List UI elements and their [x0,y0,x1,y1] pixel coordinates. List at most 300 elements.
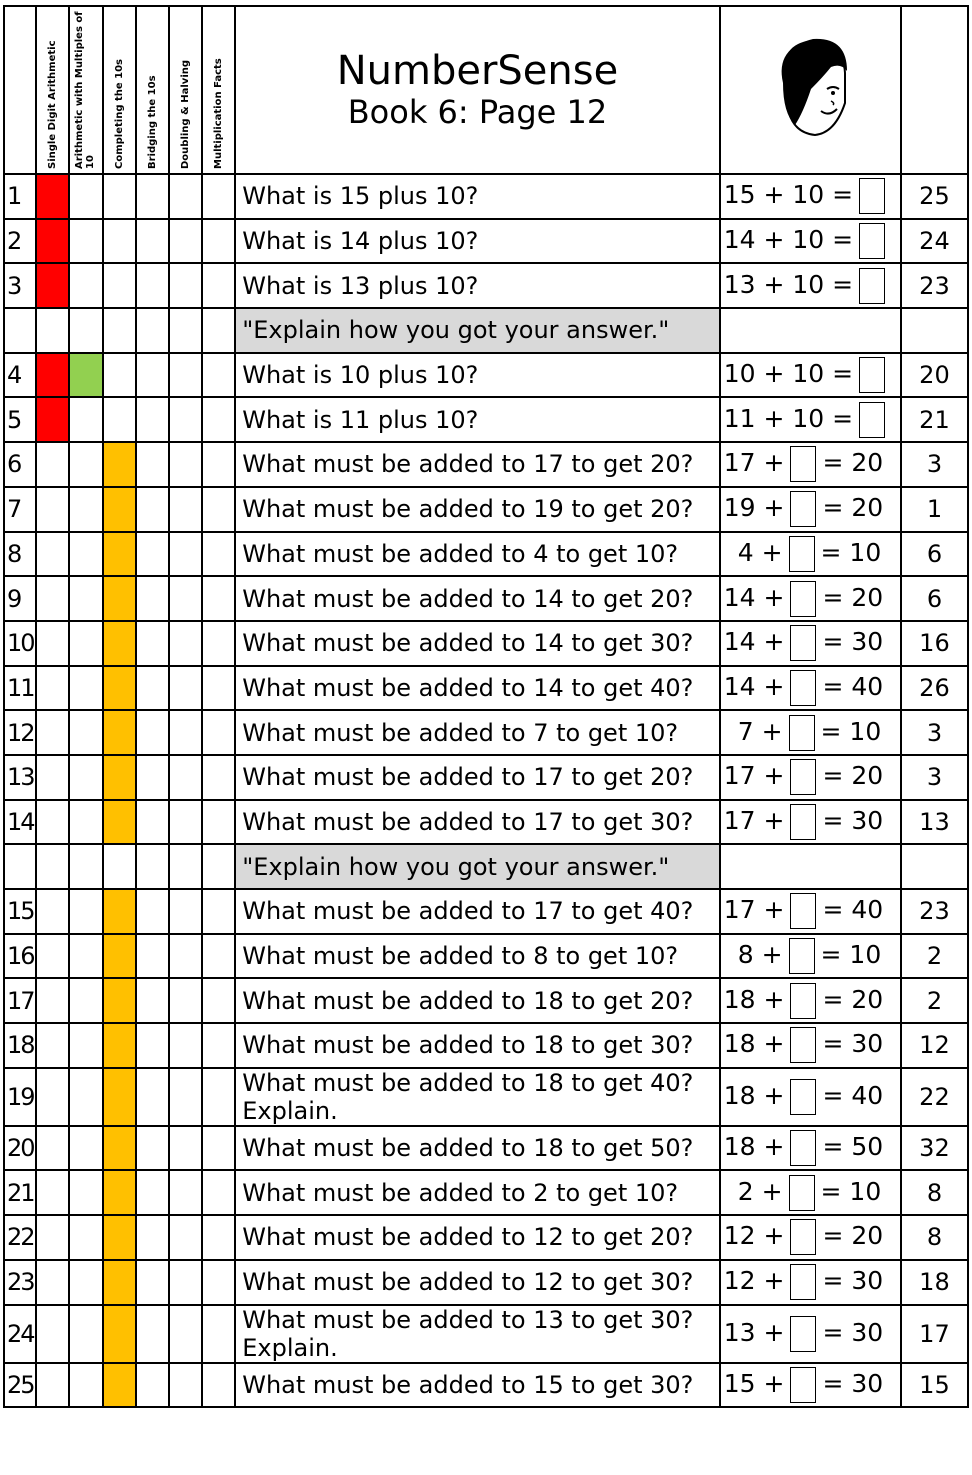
equation[interactable] [720,263,901,308]
category-marker [36,1068,69,1126]
question-row [4,1215,968,1260]
answer-value: 15 [901,1363,968,1408]
question-number: 5 [4,397,36,442]
question-text: What must be added to 18 to get 20? [235,978,720,1023]
category-marker [69,1126,103,1171]
category-marker [202,755,235,800]
category-marker [202,308,235,353]
category-marker [36,1305,69,1363]
category-marker [169,487,202,532]
answer-value: 26 [901,666,968,711]
answer-box[interactable] [790,491,816,527]
equation-left: 7 + [737,716,783,746]
category-marker [136,219,169,264]
answer-box[interactable] [789,1175,815,1211]
equation[interactable] [720,1068,901,1126]
question-text: What must be added to 14 to get 40? [235,666,720,711]
category-marker [103,934,136,979]
question-number: 4 [4,353,36,398]
question-text: What must be added to 17 to get 30? [235,800,720,845]
category-marker [103,800,136,845]
category-marker [202,1260,235,1305]
question-text: What must be added to 14 to get 20? [235,576,720,621]
question-text: What must be added to 18 to get 40? Explain. [235,1068,720,1126]
category-marker [136,1215,169,1260]
category-marker [69,1215,103,1260]
category-label: Arithmetic with Multiples of 10 [74,11,97,169]
category-marker [169,800,202,845]
question-number: 8 [4,532,36,577]
equation-right: = 30 [822,1368,884,1398]
question-number: 7 [4,487,36,532]
category-marker [202,1170,235,1215]
answer-value: 17 [901,1305,968,1363]
category-marker [169,710,202,755]
equation-right: = 20 [822,1221,884,1251]
question-row [4,576,968,621]
category-marker [202,800,235,845]
answer-box[interactable] [790,1316,816,1352]
equation-right: = 10 [820,1176,882,1206]
equation [720,308,901,353]
category-marker [69,755,103,800]
answer-box[interactable] [789,715,815,751]
category-marker [169,1068,202,1126]
answer-value: 18 [901,1260,968,1305]
question-number: 21 [4,1170,36,1215]
answer-box[interactable] [859,402,885,438]
category-marker [136,1170,169,1215]
question-row [4,621,968,666]
category-marker [169,1170,202,1215]
question-row [4,800,968,845]
question-row [4,1126,968,1171]
answer-value: 16 [901,621,968,666]
equation-right: = 40 [822,671,884,701]
equation-left: 19 + [723,493,785,523]
question-text: What must be added to 4 to get 10? [235,532,720,577]
category-marker [103,442,136,487]
equation[interactable] [720,397,901,442]
question-row [4,1305,968,1363]
answer-value: 8 [901,1215,968,1260]
equation-right: = 30 [822,1029,884,1059]
equation[interactable] [720,934,901,979]
answer-box[interactable] [790,893,816,929]
answer-value: 20 [901,353,968,398]
explain-row [4,844,968,889]
question-number: 22 [4,1215,36,1260]
question-number [4,308,36,353]
equation-left: 17 + [723,761,785,791]
category-marker [69,1023,103,1068]
question-row [4,934,968,979]
category-marker [69,621,103,666]
category-marker [202,1023,235,1068]
category-marker [136,1260,169,1305]
category-marker [103,889,136,934]
category-marker [36,844,69,889]
question-number [4,844,36,889]
category-marker [69,1363,103,1408]
question-number: 17 [4,978,36,1023]
question-row [4,978,968,1023]
category-marker [169,1023,202,1068]
answer-box[interactable] [790,1367,816,1403]
question-text: What must be added to 8 to get 10? [235,934,720,979]
category-marker [169,755,202,800]
equation[interactable] [720,889,901,934]
equation-right: = 10 [820,537,882,567]
category-marker [69,487,103,532]
question-number: 2 [4,219,36,264]
category-marker [136,1068,169,1126]
question-text: "Explain how you got your answer." [235,844,720,889]
equation-left: 2 + [737,1176,783,1206]
category-marker [36,621,69,666]
answer-box[interactable] [859,268,885,304]
category-marker [103,666,136,711]
question-text: What is 15 plus 10? [235,174,720,219]
category-marker [103,397,136,442]
equation-left: 14 + [723,582,785,612]
equation[interactable] [720,1126,901,1171]
answer-box[interactable] [790,625,816,661]
question-number: 14 [4,800,36,845]
category-marker [136,532,169,577]
answer-value: 2 [901,934,968,979]
answer-value: 2 [901,978,968,1023]
equation[interactable] [720,621,901,666]
category-marker [36,755,69,800]
question-number: 11 [4,666,36,711]
question-text: What must be added to 17 to get 20? [235,442,720,487]
category-marker [169,576,202,621]
equation[interactable] [720,1305,901,1363]
category-marker [36,934,69,979]
question-number: 10 [4,621,36,666]
equation-right: = 40 [822,1080,884,1110]
equation[interactable] [720,1363,901,1408]
category-marker [136,487,169,532]
equation-left: 14 + [723,671,785,701]
answer-value: 32 [901,1126,968,1171]
equation[interactable] [720,174,901,219]
category-marker [202,576,235,621]
category-marker [169,353,202,398]
equation-left: 18 + [723,1029,785,1059]
category-marker [202,1068,235,1126]
category-marker [169,1126,202,1171]
category-marker [169,978,202,1023]
question-row [4,1170,968,1215]
category-marker [36,353,69,398]
equation-left: 10 + 10 = [723,359,854,389]
answer-box[interactable] [790,1079,816,1115]
equation-right: = 20 [822,984,884,1014]
question-number: 9 [4,576,36,621]
answer-box[interactable] [789,938,815,974]
category-marker [69,1068,103,1126]
equation[interactable] [720,1170,901,1215]
question-number: 25 [4,1363,36,1408]
question-number: 18 [4,1023,36,1068]
worksheet-table [3,5,969,1408]
category-marker [202,263,235,308]
category-marker [169,397,202,442]
question-row [4,397,968,442]
equation-left: 12 + [723,1221,785,1251]
category-marker [36,1260,69,1305]
category-marker [202,889,235,934]
equation-right: = 40 [822,895,884,925]
category-marker [69,978,103,1023]
question-text: What is 10 plus 10? [235,353,720,398]
question-number: 23 [4,1260,36,1305]
page-title: NumberSense [336,48,619,94]
equation-left: 13 + 10 = [723,269,854,299]
equation[interactable] [720,1260,901,1305]
question-row [4,889,968,934]
category-label: Completing the 10s [114,59,126,169]
category-marker [69,263,103,308]
category-marker [36,397,69,442]
category-marker [103,219,136,264]
answer-value: 1 [901,487,968,532]
question-text: What must be added to 2 to get 10? [235,1170,720,1215]
category-marker [103,1068,136,1126]
page-subtitle: Book 6: Page 12 [347,93,608,131]
equation[interactable] [720,219,901,264]
equation-left: 12 + [723,1266,785,1296]
question-number: 24 [4,1305,36,1363]
category-marker [103,621,136,666]
category-marker [169,442,202,487]
equation[interactable] [720,442,901,487]
category-marker [36,1023,69,1068]
question-row [4,174,968,219]
answer-value: 21 [901,397,968,442]
question-text: What must be added to 17 to get 20? [235,755,720,800]
equation[interactable] [720,710,901,755]
answer-value: 8 [901,1170,968,1215]
equation[interactable] [720,532,901,577]
category-marker [202,1305,235,1363]
category-marker [69,174,103,219]
equation-left: 14 + [723,627,785,657]
category-marker [103,263,136,308]
category-marker [36,666,69,711]
answer-value: 23 [901,889,968,934]
category-marker [69,934,103,979]
category-marker [103,353,136,398]
category-marker [69,666,103,711]
equation[interactable] [720,755,901,800]
category-marker [169,889,202,934]
category-marker [136,978,169,1023]
equation-left: 8 + [737,940,783,970]
category-marker [202,844,235,889]
category-marker [136,755,169,800]
category-marker [169,621,202,666]
question-number: 16 [4,934,36,979]
equation[interactable] [720,1023,901,1068]
category-marker [103,1363,136,1408]
category-marker [103,174,136,219]
question-text: What must be added to 14 to get 30? [235,621,720,666]
category-marker [103,576,136,621]
category-marker [202,487,235,532]
answer-value: 23 [901,263,968,308]
answer-box[interactable] [790,983,816,1019]
question-text: What is 13 plus 10? [235,263,720,308]
category-marker [103,844,136,889]
equation-left: 17 + [723,805,785,835]
category-marker [169,934,202,979]
category-marker [169,1305,202,1363]
equation[interactable] [720,666,901,711]
answer-box[interactable] [859,178,885,214]
question-row [4,263,968,308]
category-marker [69,576,103,621]
category-marker [103,487,136,532]
category-marker [136,710,169,755]
question-row [4,755,968,800]
question-text: What must be added to 18 to get 30? [235,1023,720,1068]
category-marker [169,263,202,308]
category-marker [202,442,235,487]
answer-box[interactable] [790,759,816,795]
category-label: Bridging the 10s [147,75,159,169]
category-marker [169,308,202,353]
question-row [4,532,968,577]
question-row [4,1068,968,1126]
answer-box[interactable] [790,581,816,617]
explain-row [4,308,968,353]
answer-box[interactable] [790,446,816,482]
category-marker [103,308,136,353]
answer-box[interactable] [790,1219,816,1255]
equation-left: 13 + [723,1317,785,1347]
question-number: 19 [4,1068,36,1126]
equation-right: = 30 [822,1266,884,1296]
category-marker [202,219,235,264]
question-number: 6 [4,442,36,487]
category-marker [136,1023,169,1068]
equation[interactable] [720,800,901,845]
category-marker [202,174,235,219]
answer-box[interactable] [790,804,816,840]
category-marker [136,1363,169,1408]
question-number: 1 [4,174,36,219]
answer-box[interactable] [859,223,885,259]
category-marker [69,844,103,889]
category-marker [202,934,235,979]
question-row [4,1260,968,1305]
category-marker [169,1260,202,1305]
category-marker [69,308,103,353]
answer-box[interactable] [859,357,885,393]
question-number: 13 [4,755,36,800]
answer-value: 6 [901,576,968,621]
equation[interactable] [720,1215,901,1260]
category-marker [136,621,169,666]
equation-left: 14 + 10 = [723,225,854,255]
category-marker [36,800,69,845]
category-marker [169,219,202,264]
category-marker [69,1260,103,1305]
answer-box[interactable] [790,1130,816,1166]
category-marker [36,978,69,1023]
answer-value: 3 [901,442,968,487]
answer-value [901,308,968,353]
answer-value: 6 [901,532,968,577]
equation[interactable] [720,487,901,532]
equation-right: = 20 [822,582,884,612]
category-marker [136,800,169,845]
category-marker [103,1023,136,1068]
category-marker [36,174,69,219]
cartoon-face-icon [765,33,855,143]
answer-value: 3 [901,710,968,755]
question-text: What must be added to 7 to get 10? [235,710,720,755]
equation-left: 11 + 10 = [723,403,854,433]
question-row [4,1023,968,1068]
category-marker [103,978,136,1023]
answer-value: 22 [901,1068,968,1126]
equation-right: = 30 [822,805,884,835]
category-marker [136,263,169,308]
category-marker [69,532,103,577]
category-marker [202,710,235,755]
question-number: 12 [4,710,36,755]
question-number: 20 [4,1126,36,1171]
equation[interactable] [720,576,901,621]
category-marker [36,308,69,353]
category-marker [202,666,235,711]
question-text: What is 11 plus 10? [235,397,720,442]
answer-box[interactable] [789,536,815,572]
header-row [4,6,968,174]
equation [720,844,901,889]
category-marker [202,621,235,666]
equation-left: 18 + [723,984,785,1014]
category-marker [69,353,103,398]
category-marker [136,1305,169,1363]
answer-box[interactable] [790,1027,816,1063]
category-marker [69,1305,103,1363]
category-marker [136,308,169,353]
equation-right: = 20 [822,448,884,478]
category-marker [169,1215,202,1260]
answer-box[interactable] [790,1264,816,1300]
equation-right: = 30 [822,627,884,657]
question-text: What must be added to 12 to get 20? [235,1215,720,1260]
equation[interactable] [720,353,901,398]
category-label: Doubling & Halving [180,59,192,169]
equation-right: = 20 [822,761,884,791]
answer-box[interactable] [790,670,816,706]
category-marker [36,1363,69,1408]
category-label: Single Digit Arithmetic [47,40,59,169]
category-marker [69,442,103,487]
category-marker [36,1126,69,1171]
category-marker [69,800,103,845]
question-text: What is 14 plus 10? [235,219,720,264]
equation[interactable] [720,978,901,1023]
question-row [4,710,968,755]
category-marker [103,1215,136,1260]
